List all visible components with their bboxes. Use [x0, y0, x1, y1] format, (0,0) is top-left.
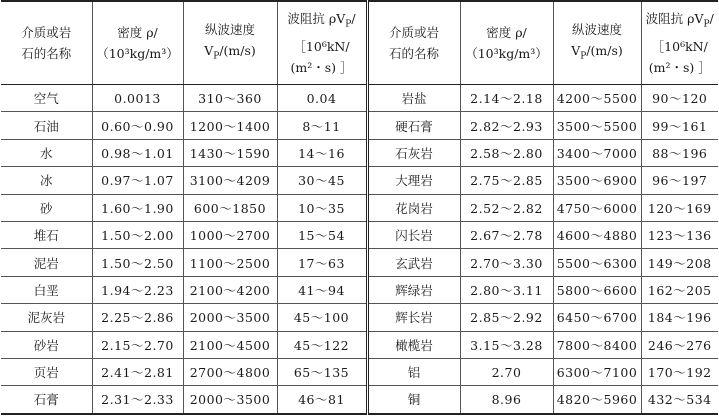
density-value: 2.52～2.82: [460, 194, 553, 221]
velocity-value: 2100～4500: [183, 331, 277, 358]
velocity-value: 5800～6600: [553, 276, 641, 303]
velocity-value: 1430～1590: [183, 139, 277, 166]
table-row: [1, 139, 718, 166]
medium-name: 水: [1, 139, 92, 166]
medium-name: 砂: [1, 194, 92, 221]
density-value: 2.31～2.33: [92, 386, 183, 414]
header-impedance-right: 波阻抗 $\rho V_P/$ ［10⁶kN/ (m²・s) ］: [641, 1, 718, 85]
density-value: 1.94～2.23: [92, 276, 183, 303]
velocity-value: 310～360: [183, 85, 277, 112]
impedance-value: 17～63: [277, 249, 367, 276]
density-value: 1.60～1.90: [92, 194, 183, 221]
velocity-value: 2100～4200: [183, 276, 277, 303]
velocity-value: 3500～5500: [553, 112, 641, 139]
velocity-value: 4750～6000: [553, 194, 641, 221]
medium-name: 空气: [33, 91, 59, 107]
medium-name: 石灰岩: [367, 139, 460, 166]
medium-name: 辉长岩: [367, 304, 460, 331]
density-value: 2.41～2.81: [92, 358, 183, 385]
header-medium-right: 介质或岩 石的名称: [367, 1, 460, 85]
table-row: [1, 304, 718, 331]
table-row: [1, 386, 718, 414]
wave-impedance-table: [1, 0, 718, 415]
density-value: 8.96: [460, 386, 553, 414]
impedance-value: 46～81: [277, 386, 367, 414]
medium-name: 闪长岩: [367, 221, 460, 248]
medium-name: 辉绿岩: [367, 276, 460, 303]
medium-name: 玄武岩: [367, 249, 460, 276]
velocity-value: 2000～3500: [183, 304, 277, 331]
velocity-value: 6300～7100: [553, 358, 641, 385]
medium-name: 铜: [367, 386, 460, 414]
impedance-value: 149～208: [641, 249, 718, 276]
impedance-value: 432～534: [641, 386, 718, 414]
table-body: [1, 85, 718, 414]
impedance-value: 123～136: [641, 221, 718, 248]
density-value: 2.75～2.85: [460, 167, 553, 194]
density-value: 2.58～2.80: [460, 139, 553, 166]
header-density-right: 密度 ρ/ （10³kg/m³）: [460, 1, 553, 85]
medium-name: 硬石膏: [367, 112, 460, 139]
density-value: 2.70: [460, 358, 553, 385]
velocity-value: 4820～5960: [553, 386, 641, 414]
medium-name: 石油: [1, 112, 92, 139]
impedance-value: 10～35: [277, 194, 367, 221]
velocity-value: 1100～2500: [183, 249, 277, 276]
table-row: [1, 167, 718, 194]
medium-name: 橄榄岩: [367, 331, 460, 358]
medium-name: 铝: [367, 358, 460, 385]
velocity-value: 4600～4880: [553, 221, 641, 248]
medium-name: 泥灰岩: [1, 304, 92, 331]
impedance-value: 45～100: [277, 304, 367, 331]
header-medium-left: 介质或岩 石的名称: [1, 1, 92, 85]
density-value: 2.25～2.86: [92, 304, 183, 331]
density-value: 0.98～1.01: [92, 139, 183, 166]
density-value: 3.15～3.28: [460, 331, 553, 358]
density-value: 0.97～1.07: [92, 167, 183, 194]
header-impedance-left: 波阻抗 $\rho V_P/$ ［10⁶kN/ (m²・s) ］: [277, 1, 367, 85]
table-row: [1, 112, 718, 139]
medium-name: 堆石: [1, 221, 92, 248]
velocity-value: 6450～6700: [553, 304, 641, 331]
impedance-value: 8～11: [277, 112, 367, 139]
velocity-value: 5500～6300: [553, 249, 641, 276]
density-value: 2.85～2.92: [460, 304, 553, 331]
density-value: 2.70～3.30: [460, 249, 553, 276]
table-row: [1, 276, 718, 303]
header-velocity-right: 纵波速度 $V_P/(m/s)$: [553, 1, 641, 85]
table-row: [1, 331, 718, 358]
density-value: 2.15～2.70: [92, 331, 183, 358]
impedance-value: 170～192: [641, 358, 718, 385]
medium-name: 白垩: [1, 276, 92, 303]
density-value: 0.60～0.90: [92, 112, 183, 139]
velocity-value: 4200～5500: [553, 85, 641, 112]
impedance-value: 45～122: [277, 331, 367, 358]
medium-name: 岩盐: [367, 85, 460, 112]
velocity-value: 3400～7000: [553, 139, 641, 166]
impedance-value: 41～94: [277, 276, 367, 303]
velocity-value: 2700～4800: [183, 358, 277, 385]
velocity-value: 7800～8400: [553, 331, 641, 358]
medium-name: 花岗岩: [367, 194, 460, 221]
velocity-value: 1200～1400: [183, 112, 277, 139]
impedance-value: 65～135: [277, 358, 367, 385]
medium-name: 砂岩: [1, 331, 92, 358]
header-velocity-left: 纵波速度 $V_P/(m/s)$: [183, 1, 277, 85]
density-value: 2.80～3.11: [460, 276, 553, 303]
impedance-value: 99～161: [641, 112, 718, 139]
impedance-value: 96～197: [641, 167, 718, 194]
impedance-value: 15～54: [277, 221, 367, 248]
velocity-value: 3500～6900: [553, 167, 641, 194]
impedance-value: 120～169: [641, 194, 718, 221]
velocity-value: 1000～2700: [183, 221, 277, 248]
table-row: [1, 85, 718, 112]
impedance-value: 14～16: [277, 139, 367, 166]
density-value: 2.14～2.18: [460, 85, 553, 112]
density-value: 1.50～2.50: [92, 249, 183, 276]
velocity-value: 3100～4209: [183, 167, 277, 194]
impedance-value: 184～196: [641, 304, 718, 331]
medium-name: 冰: [1, 167, 92, 194]
medium-name: 泥岩: [1, 249, 92, 276]
density-value: 1.50～2.00: [92, 221, 183, 248]
velocity-value: 2000～3500: [183, 386, 277, 414]
table-row: [1, 249, 718, 276]
impedance-value: 162～205: [641, 276, 718, 303]
medium-name: 大理岩: [367, 167, 460, 194]
impedance-value: 0.04: [277, 85, 367, 112]
impedance-value: 30～45: [277, 167, 367, 194]
density-value: 2.67～2.78: [460, 221, 553, 248]
velocity-value: 600～1850: [183, 194, 277, 221]
impedance-value: 90～120: [641, 85, 718, 112]
table-header-row: [1, 1, 718, 85]
table-row: [1, 358, 718, 385]
density-value: 2.82～2.93: [460, 112, 553, 139]
density-value: 0.0013: [92, 85, 183, 112]
header-density-left: 密度 ρ/ （10³kg/m³）: [92, 1, 183, 85]
impedance-value: 246～276: [641, 331, 718, 358]
table-row: [1, 194, 718, 221]
medium-name: 页岩: [1, 358, 92, 385]
table-row: [1, 221, 718, 248]
impedance-value: 88～196: [641, 139, 718, 166]
medium-name: 石膏: [1, 386, 92, 414]
